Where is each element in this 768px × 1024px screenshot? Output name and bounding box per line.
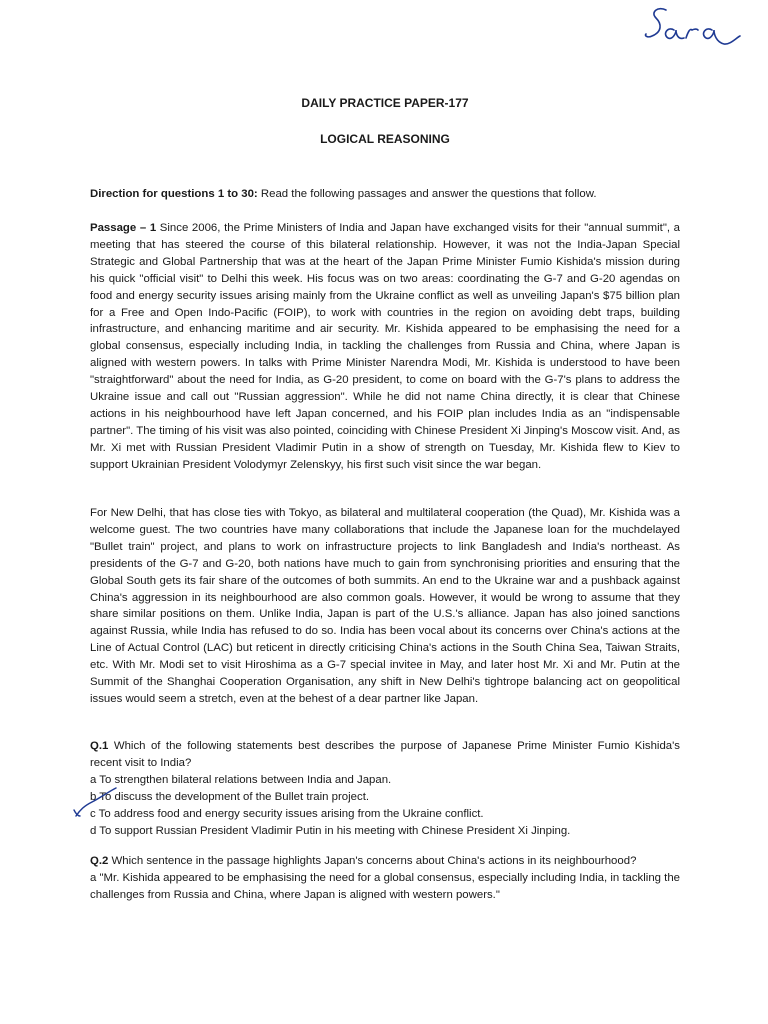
- directions-lead: Direction for questions 1 to 30:: [90, 188, 258, 200]
- question-1-option-d: d To support Russian President Vladimir Putin in his meeting with Chinese President Xi Jinping.: [90, 824, 571, 837]
- question-2: [90, 853, 680, 904]
- question-1-text: Which of the following statements best describes the purpose of Japanese Prime Minister Fumio Kishida's recent visit to India?: [90, 740, 680, 769]
- question-1-option-b: b To discuss the development of the Bullet train project.: [90, 790, 370, 803]
- passage-paragraph-2: For New Delhi, that has close ties with Tokyo, as bilateral and multilateral cooperation (the Quad), Mr. Kishida was a welcome guest. The two countries have many collaborations that include the Japanese loan for the muchdelayed "Bullet train" project, and plans to work on infrastructure projects to link Bangladesh and India's northeast. As presidents of the G-7 and G-20, both nations have much to gain from synchronising priorities and ensuring that the Global South gets its fair share of the outcomes of both summits. An end to the Ukraine war and a pushback against China's aggression in its neighbourhood are also common goals. However, it would be wrong to assume that they share similar positions on them. Unlike India, Japan is part of the U.S.'s alliance. Japan has also joined sanctions against Russia, while India has refused to do so. India has been vocal about its concerns over China's actions at the Line of Actual Control (LAC) but reticent in directly criticising China's actions in the South China Sea, Taiwan Straits, etc. With Mr. Modi set to visit Hiroshima as a G-7 special invitee in May, and later host Mr. Xi and Mr. Putin at the Summit of the Shanghai Cooperation Organisation, any shift in New Delhi's tightrope balancing act on geopolitical issues would seem a stretch, even at the behest of a dear partner like Japan.: [90, 507, 680, 705]
- passage-paragraph-1-text: Since 2006, the Prime Ministers of India and Japan have exchanged visits for their "annual summit", a meeting that has steered the course of this bilateral relationship. However, it was not the India-Japan Special Strategic and Global Partnership that was at the heart of the Japan Prime Minister Fumio Kishida's mission during his quick "official visit" to Delhi this week. His focus was on two areas: coordinating the G-7 and G-20 agendas on food and energy security issues arising mainly from the Ukraine conflict as well as unveiling Japan's $75 billion plan for a Free and Open Indo-Pacific (FOIP), to work with countries in the region on avoiding debt traps, building infrastructure, and enhancing maritime and air security. Mr. Kishida appeared to be emphasising the need for a global consensus, especially including India, in tackling the challenges from Russia and China, where Japan is aligned with western powers. In talks with Prime Minister Narendra Modi, Mr. Kishida is understood to have been "straightforward" about the need for India, as G-20 president, to come on board with the G-7's plans to address the Ukraine issue and call out "Russian aggression". While he did not name China directly, it is clear that Chinese actions in his neighbourhood have left Japan concerned, and his FOIP plan includes India as an "indispensable partner". The timing of his visit was also pointed, coinciding with Chinese President Xi Jinping's Moscow visit. And, as Mr. Xi met with Russian President Vladimir Putin in a show of strength on Tuesday, Mr. Kishida flew to Kiev to support Ukrainian President Volodymyr Zelenskyy, his first such visit since the war began.: [90, 222, 680, 471]
- document-page: [90, 0, 680, 1024]
- passage-paragraph-1: [90, 220, 680, 474]
- question-1-option-a: a To strengthen bilateral relations between India and Japan.: [90, 773, 392, 786]
- question-2-number: Q.2: [90, 855, 109, 867]
- question-1-stem: [90, 738, 680, 772]
- question-2-stem: [90, 853, 680, 870]
- question-2-option-a: a "Mr. Kishida appeared to be emphasising the need for a global consensus, especially including India, in tackling the challenges from Russia and China, where Japan is aligned with western powers.": [90, 871, 680, 901]
- paper-subtitle: LOGICAL REASONING: [320, 132, 450, 146]
- question-2-text: Which sentence in the passage highlights Japan's concerns about China's actions in its neighbourhood?: [108, 855, 637, 867]
- directions: [90, 186, 680, 203]
- paper-title: DAILY PRACTICE PAPER-177: [301, 96, 469, 110]
- directions-text: Read the following passages and answer the questions that follow.: [257, 188, 597, 200]
- passage-lead: Passage – 1: [90, 222, 157, 234]
- question-1: [90, 738, 680, 839]
- question-1-option-c: c To address food and energy security issues arising from the Ukraine conflict.: [90, 807, 484, 820]
- question-1-number: Q.1: [90, 740, 109, 752]
